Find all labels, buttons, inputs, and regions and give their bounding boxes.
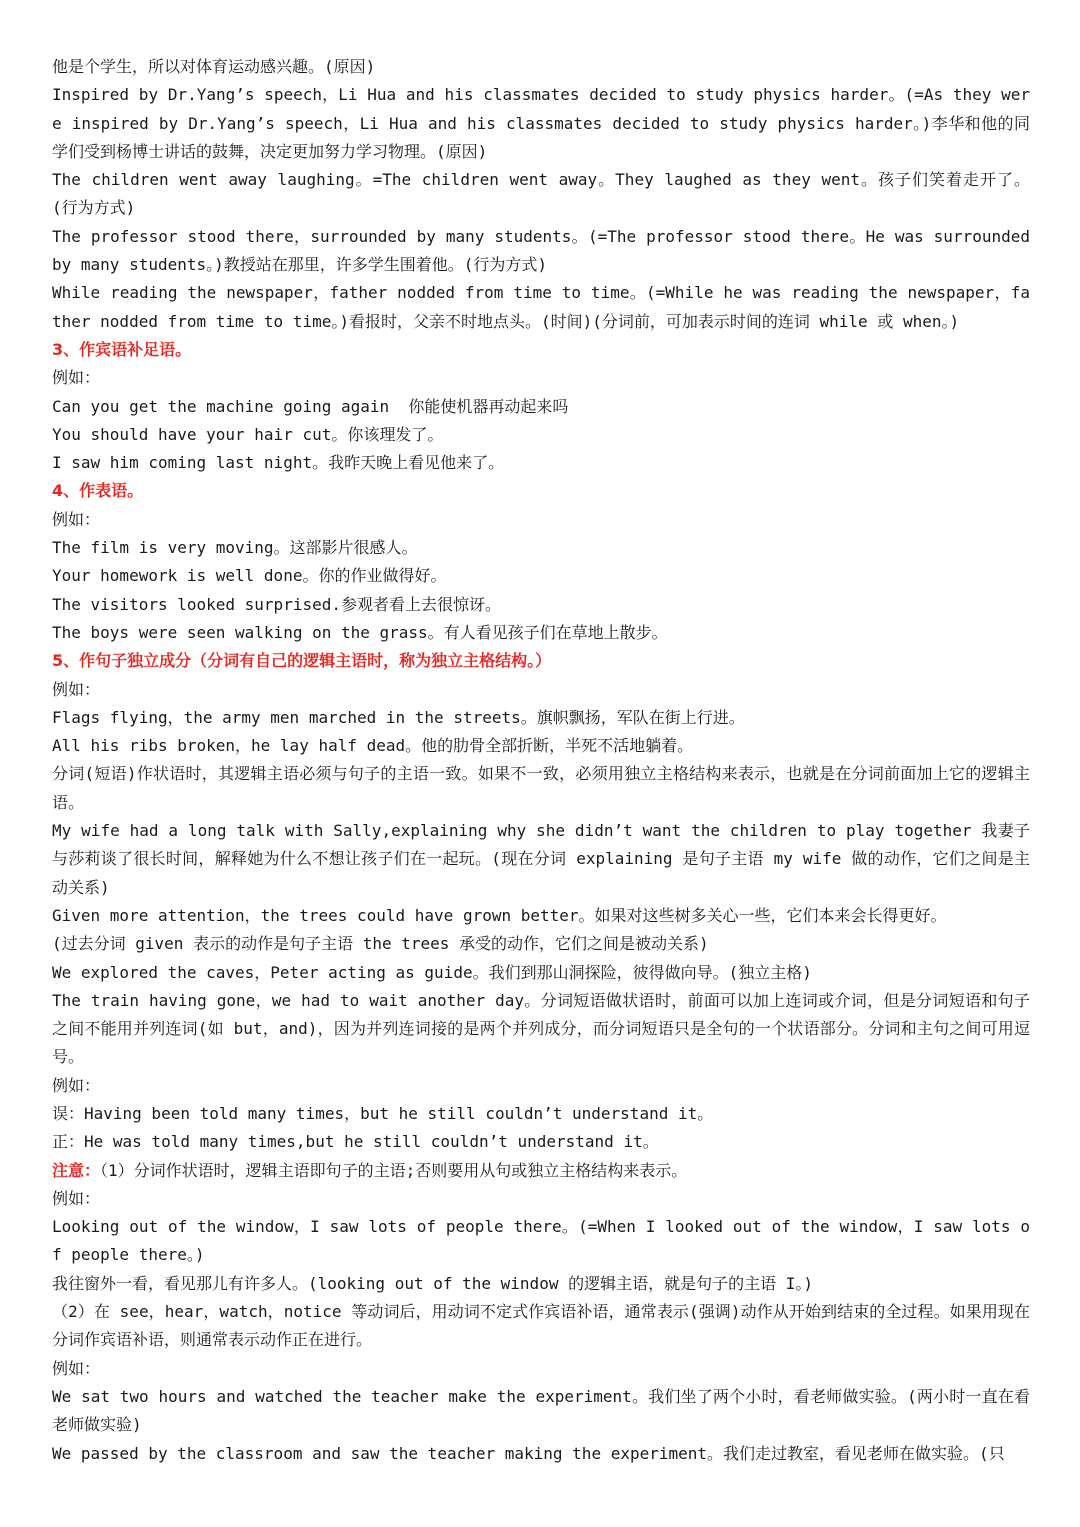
text-line: Inspired by Dr.Yang’s speech，Li Hua and his classmates decided to study physics harder。(=As they were inspired by Dr.Yang’s speech，Li Hua and his classmates decided to study physics harder。)李华和他的同学们受到杨博士讲话的鼓舞，决定更加努力学习物理。(原因) — [52, 85, 1030, 161]
text-line: (过去分词 given 表示的动作是句子主语 the trees 承受的动作，它们之间是被动关系) — [52, 934, 709, 954]
document-page — [52, 53, 1040, 1468]
example-label: 例如： — [52, 368, 101, 388]
text-line: 我往窗外一看，看见那儿有许多人。(looking out of the window 的逻辑主语，就是句子的主语 I。) — [52, 1273, 813, 1293]
text-line: Your homework is well done。你的作业做得好。 — [52, 566, 447, 586]
note-label: 注意： — [52, 1160, 101, 1180]
example-label: 例如： — [52, 1188, 101, 1208]
text-line: While reading the newspaper，father nodded from time to time。(=While he was reading the newspaper，father nodded from time to time。)看报时，父亲不时地点头。(时间)(分词前，可加表示时间的连词 while 或 when。) — [52, 283, 1030, 331]
example-label: 例如： — [52, 679, 101, 699]
section-heading-5: 5、作句子独立成分（分词有自己的逻辑主语时，称为独立主格结构。） — [52, 651, 552, 671]
text-line: You should have your hair cut。你该理发了。 — [52, 424, 444, 444]
text-line: 分词(短语)作状语时，其逻辑主语必须与句子的主语一致。如果不一致，必须用独立主格结构来表示，也就是在分词前面加上它的逻辑主语。 — [52, 764, 1030, 812]
text-line: All his ribs broken，he lay half dead。他的肋骨全部折断，半死不活地躺着。 — [52, 736, 694, 756]
text-line: Can you get the machine going again 你能使机器再动起来吗 — [52, 396, 569, 416]
example-label: 例如： — [52, 1075, 101, 1095]
text-line: The professor stood there，surrounded by many students。(=The professor stood there。He was surrounded by many students。)教授站在那里，许多学生围着他。(行为方式) — [52, 226, 1040, 275]
text-line: （2）在 see，hear，watch，notice 等动词后，用动词不定式作宾语补语，通常表示(强调)动作从开始到结束的全过程。如果用现在分词作宾语补语，则通常表示动作正在进行。 — [52, 1302, 1030, 1350]
text-line: The film is very moving。这部影片很感人。 — [52, 538, 418, 558]
note-paragraph — [52, 1157, 1030, 1185]
text-line: Looking out of the window，I saw lots of people there。(=When I looked out of the window，I saw lots of people there。) — [52, 1217, 1030, 1265]
example-label: 例如： — [52, 1358, 101, 1378]
example-label: 例如： — [52, 509, 101, 529]
text-line: We sat two hours and watched the teacher make the experiment。我们坐了两个小时，看老师做实验。(两小时一直在看老师做实验) — [52, 1386, 1030, 1435]
text-line: The boys were seen walking on the grass。有人看见孩子们在草地上散步。 — [52, 622, 668, 642]
text-line: The children went away laughing。=The children went away。They laughed as they went。孩子们笑着走开了。(行为方式) — [52, 170, 1030, 218]
text-line: The train having gone，we had to wait another day。分词短语做状语时，前面可以加上连词或介词，但是分词短语和句子之间不能用并列连词(如 but，and)，因为并列连词接的是两个并列成分，而分词短语只是全句的一个状语部分。分词和主句之间可用逗号。 — [52, 990, 1030, 1067]
text-line: My wife had a long talk with Sally,explaining why she didn’t want the children to play together 我妻子与莎莉谈了很长时间，解释她为什么不想让孩子们在一起玩。(现在分词 explaining 是句子主语 my wife 做的动作，它们之间是主动关系) — [52, 821, 1030, 897]
text-line: We passed by the classroom and saw the teacher making the experiment。我们走过教室，看见老师在做实验。(只 — [52, 1443, 1005, 1463]
text-line: The visitors looked surprised.参观者看上去很惊讶。 — [52, 594, 501, 614]
text-line: Flags flying，the army men marched in the streets。旗帜飘扬，军队在街上行进。 — [52, 707, 745, 727]
note-text: （1）分词作状语时，逻辑主语即句子的主语;否则要用从句或独立主格结构来表示。 — [100, 1160, 688, 1180]
text-line: I saw him coming last night。我昨天晚上看见他来了。 — [52, 453, 505, 473]
correct-example: 正：He was told many times,but he still couldn’t understand it。 — [52, 1132, 659, 1152]
text-line: 他是个学生，所以对体育运动感兴趣。(原因) — [52, 57, 376, 76]
section-heading-4: 4、作表语。 — [52, 481, 144, 501]
section-heading-3: 3、作宾语补足语。 — [52, 339, 192, 359]
text-line: We explored the caves，Peter acting as guide。我们到那山洞探险，彼得做向导。(独立主格) — [52, 962, 812, 982]
text-line: Given more attention，the trees could have grown better。如果对这些树多关心一些，它们本来会长得更好。 — [52, 905, 947, 925]
wrong-example: 误：Having been told many times，but he still couldn’t understand it。 — [52, 1103, 714, 1123]
